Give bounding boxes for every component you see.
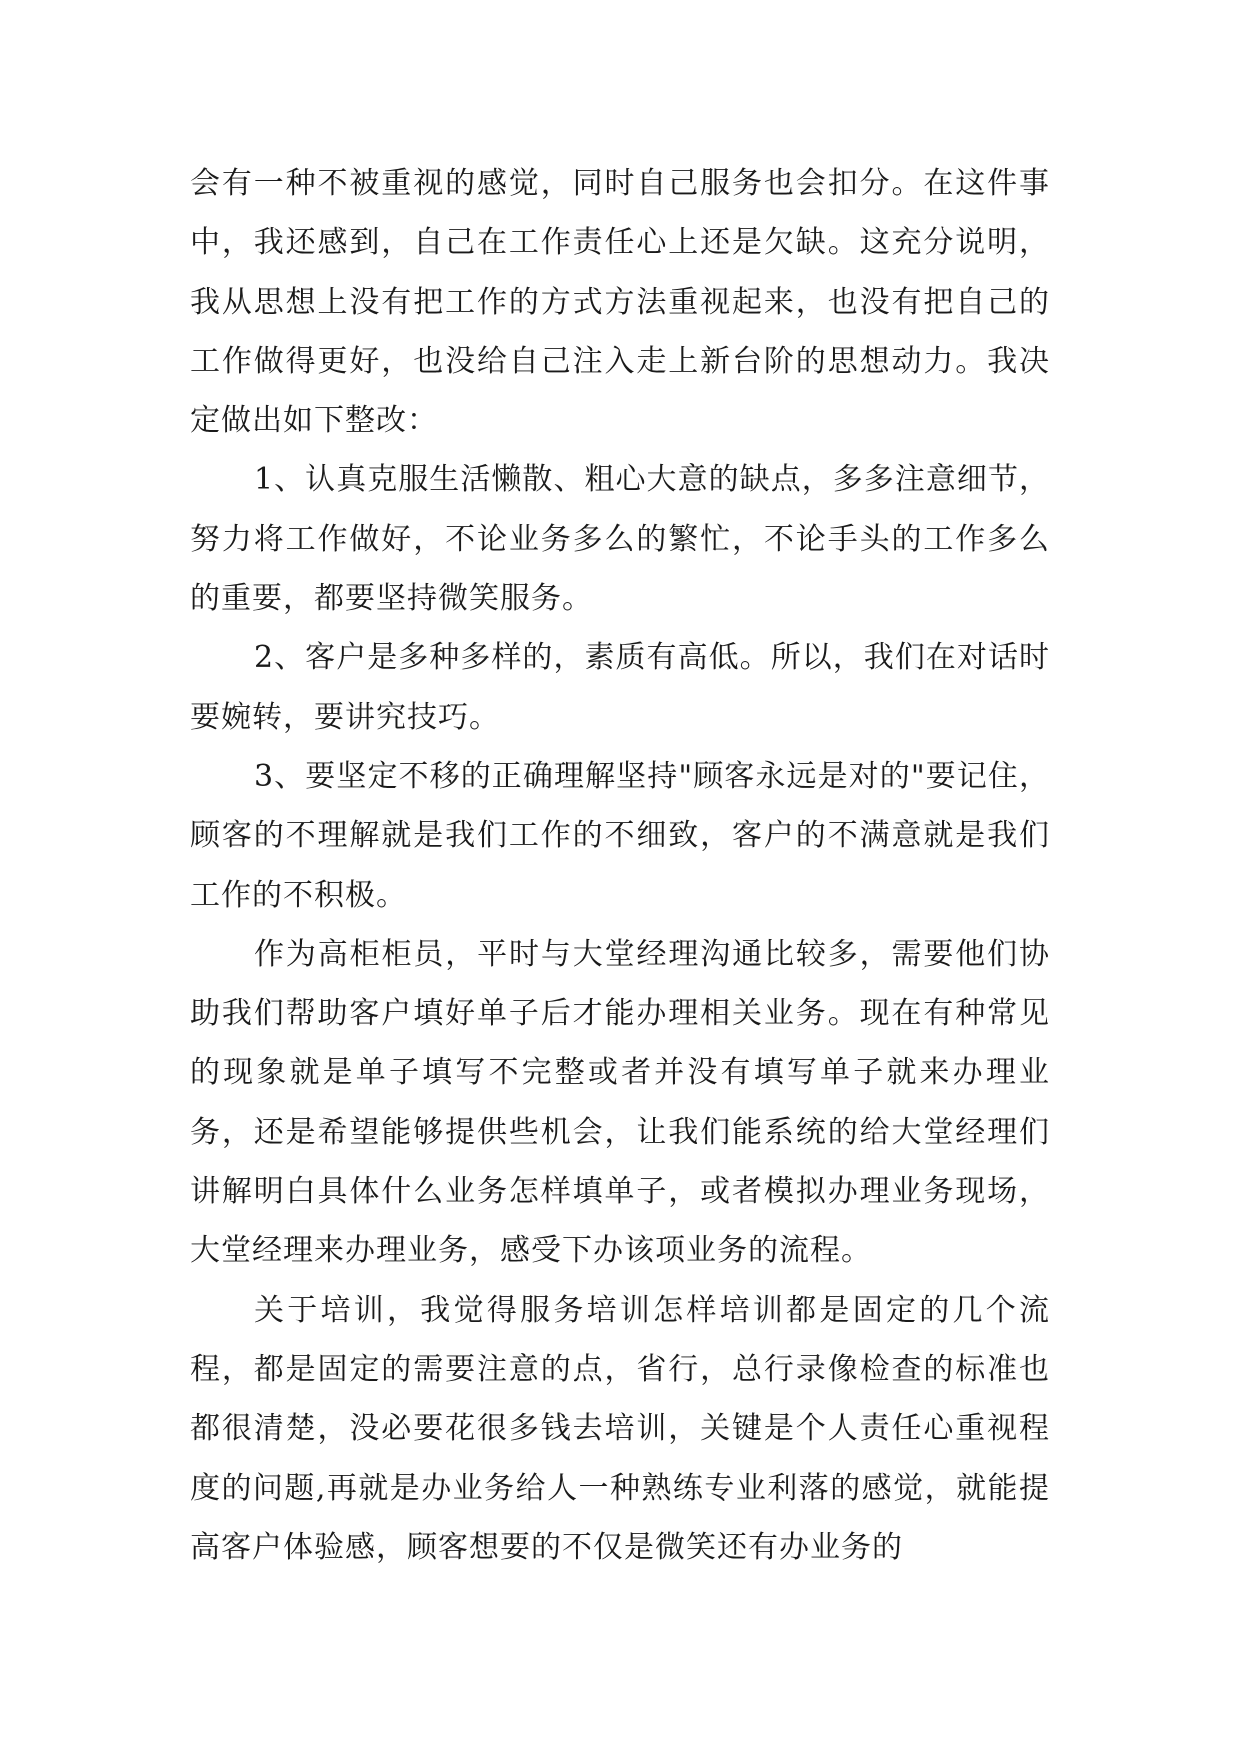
paragraph-item-3: 3、要坚定不移的正确理解坚持"顾客永远是对的"要记住，顾客的不理解就是我们工作的不细致，客户的不满意就是我们工作的不积极。 <box>190 758 1050 913</box>
paragraph-item-1: 1、认真克服生活懒散、粗心大意的缺点，多多注意细节，努力将工作做好，不论业务多么的繁忙，不论手头的工作多么的重要，都要坚持微笑服务。 <box>190 462 1050 617</box>
paragraph-training: 关于培训，我觉得服务培训怎样培训都是固定的几个流程，都是固定的需要注意的点，省行，总行录像检查的标准也都很清楚，没必要花很多钱去培训，关键是个人责任心重视程度的问题,再就是办业务给人一种熟练专业利落的感觉，就能提高客户体验感，顾客想要的不仅是微笑还有办业务的 <box>190 1292 1050 1565</box>
paragraph-continuation: 会有一种不被重视的感觉，同时自己服务也会扣分。在这件事中，我还感到，自己在工作责任心上还是欠缺。这充分说明，我从思想上没有把工作的方式方法重视起来，也没有把自己的工作做得更好，也没给自己注入走上新台阶的思想动力。我决定做出如下整改： <box>190 166 1050 439</box>
paragraph-item-2: 2、客户是多种多样的，素质有高低。所以，我们在对话时要婉转，要讲究技巧。 <box>190 640 1050 735</box>
paragraph-teller-communication: 作为高柜柜员，平时与大堂经理沟通比较多，需要他们协助我们帮助客户填好单子后才能办理相关业务。现在有种常见的现象就是单子填写不完整或者并没有填写单子就来办理业务，还是希望能够提供些机会，让我们能系统的给大堂经理们讲解明白具体什么业务怎样填单子，或者模拟办理业务现场，大堂经理来办理业务，感受下办该项业务的流程。 <box>190 936 1050 1269</box>
document-body <box>190 154 1050 1577</box>
